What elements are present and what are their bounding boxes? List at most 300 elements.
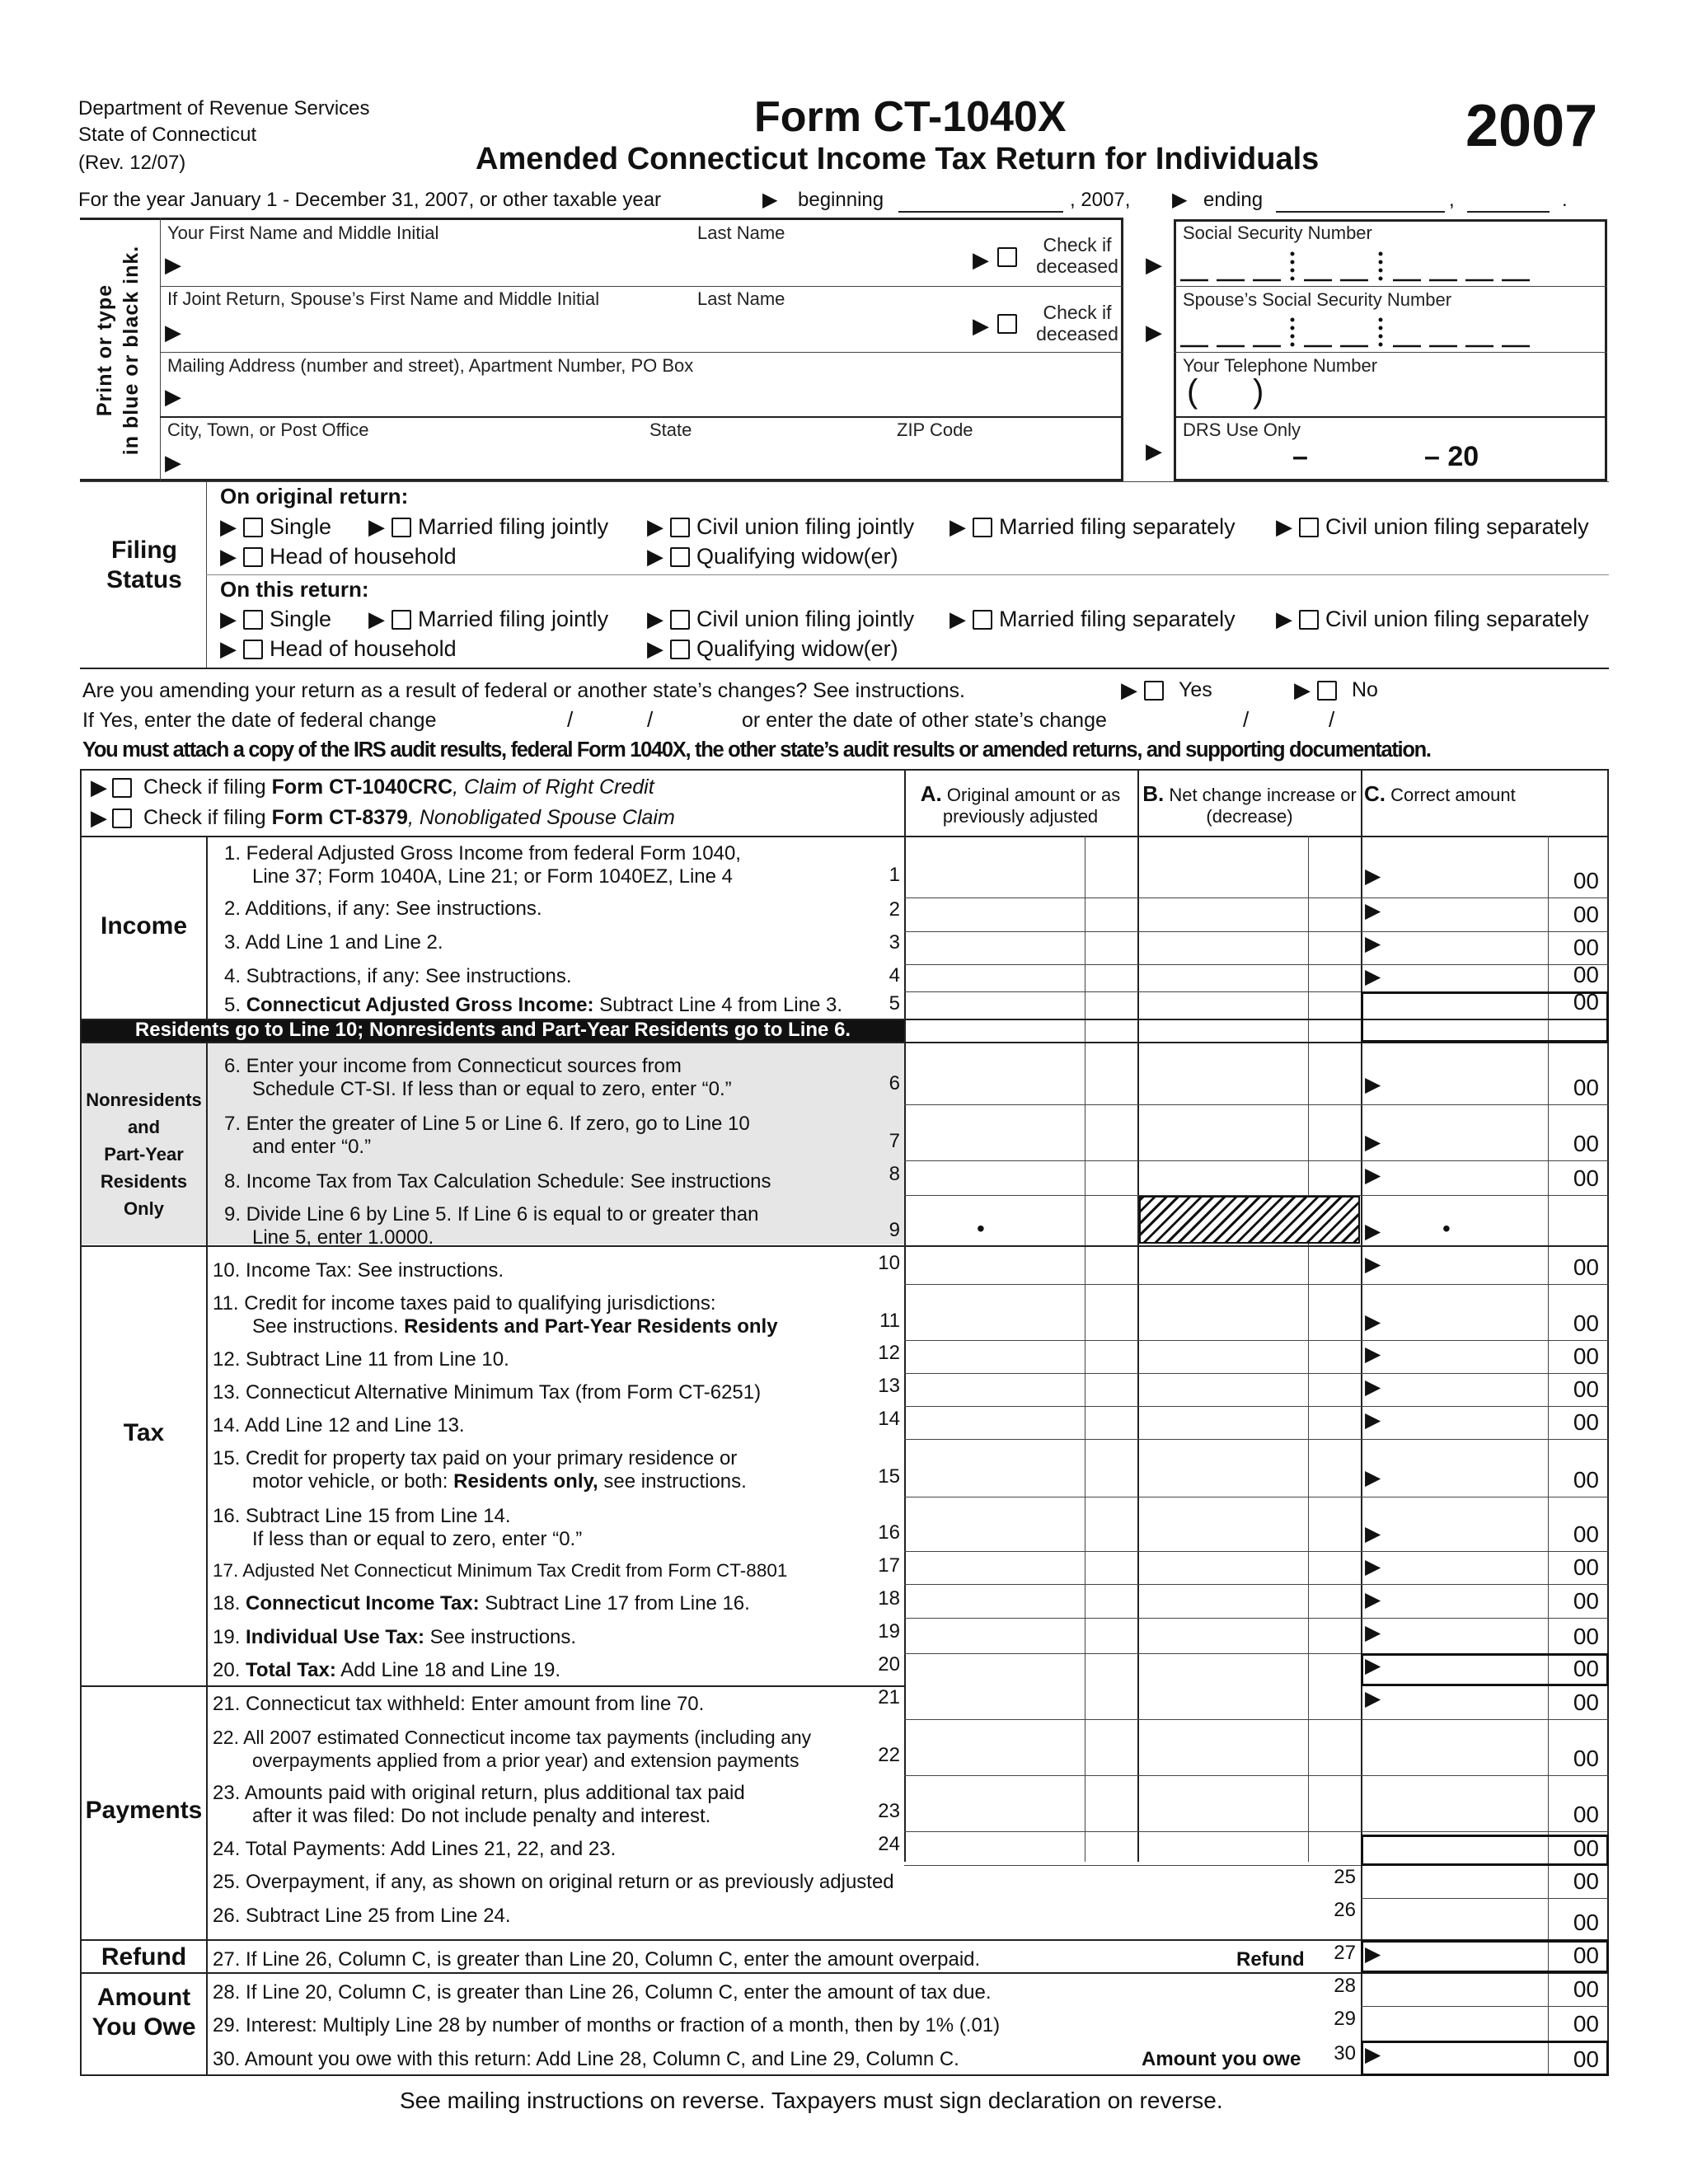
arrow-icon: ▶: [1365, 1073, 1381, 1096]
col-c-input-line-11[interactable]: [1393, 1286, 1545, 1338]
col-a-input-line-15[interactable]: [906, 1441, 1083, 1495]
spouse-deceased-checkbox[interactable]: [997, 314, 1017, 334]
line-number: 19: [878, 1620, 900, 1643]
row-separator: [904, 931, 1609, 932]
line-9-decimal-point-a: •: [977, 1216, 985, 1241]
comma: ,: [1449, 189, 1455, 211]
arrow-icon: ▶: [1365, 1588, 1381, 1611]
year-suffix: , 2007,: [1070, 189, 1131, 211]
arrow-icon: ▶: [1276, 607, 1292, 631]
checkbox[interactable]: [392, 610, 411, 630]
col-c-input-line-18[interactable]: [1393, 1586, 1545, 1616]
first-name-field[interactable]: [190, 247, 973, 280]
line-20-total-box: [1361, 1653, 1609, 1686]
col-c-input-line-26[interactable]: [1393, 1900, 1545, 1938]
arrow-icon: ▶: [647, 636, 663, 661]
line-number: 13: [878, 1375, 900, 1397]
arrow-icon: ▶: [1365, 1376, 1381, 1399]
col-c-input-line-22[interactable]: [1393, 1721, 1545, 1774]
hatched-cell: [1139, 1196, 1360, 1244]
col-a-input-line-21[interactable]: [906, 1687, 1083, 1718]
this-cufj-option[interactable]: ▶ Civil union filing jointly: [647, 607, 915, 631]
col-a-input-line-20[interactable]: [906, 1655, 1083, 1684]
line-number: 14: [878, 1408, 900, 1430]
beginning-label: beginning: [798, 189, 884, 211]
cents-line-13: 00: [1573, 1376, 1599, 1402]
this-qw-option[interactable]: ▶ Qualifying widow(er): [647, 636, 898, 661]
spouse-last-name-label: Last Name: [697, 288, 785, 309]
line-14-text: 14. Add Line 12 and Line 13.: [213, 1414, 465, 1436]
ssn-field[interactable]: [1179, 247, 1603, 284]
arrow-icon: ▶: [1365, 1131, 1381, 1154]
col-b-input-line-13[interactable]: [1139, 1375, 1316, 1404]
amount-you-owe-tag: Amount you owe: [1142, 2048, 1301, 2070]
line-9-text: 9. Divide Line 6 by Line 5. If Line 6 is equal to or greater than Line 5, enter 1.0000.: [224, 1203, 759, 1249]
col-a-input-line-4[interactable]: [906, 966, 1083, 990]
line-number: 3: [889, 931, 900, 954]
arrow-icon: ▶: [165, 252, 181, 277]
line-12-text: 12. Subtract Line 11 from Line 10.: [213, 1348, 509, 1371]
col-c-input-line-3[interactable]: [1393, 933, 1545, 963]
line-11-text: 11. Credit for income taxes paid to qualifying jurisdictions: See instructions. Residents and Part-Year Residents only: [213, 1292, 778, 1338]
col-a-input-line-8[interactable]: [906, 1162, 1083, 1193]
nonresident-section-label: Nonresidents and Part-Year Residents Only: [86, 1090, 202, 1219]
col-c-input-line-16[interactable]: [1393, 1498, 1545, 1549]
col-b-input-line-3[interactable]: [1139, 933, 1316, 963]
line-number: 5: [889, 992, 900, 1015]
arrow-icon: ▶: [1365, 1621, 1381, 1644]
line-3-text: 3. Add Line 1 and Line 2.: [224, 931, 443, 954]
checkbox[interactable]: [1299, 610, 1319, 630]
row-separator: [904, 1719, 1609, 1720]
col-b-input-line-4[interactable]: [1139, 966, 1316, 990]
arrow-icon: ▶: [1365, 932, 1381, 955]
amend-no-option[interactable]: ▶ No: [1294, 677, 1378, 702]
col-c-input-line-9[interactable]: [1393, 1197, 1545, 1244]
line-28-text: 28. If Line 20, Column C, is greater than Line 26, Column C, enter the amount of tax due.: [213, 1981, 992, 2004]
line-number: 18: [878, 1587, 900, 1610]
nonobligated-spouse-option[interactable]: ▶ Check if filing Form CT-8379, Nonobligated Spouse Claim: [91, 805, 675, 830]
col-b-input-line-22[interactable]: [1139, 1721, 1316, 1774]
arrow-icon: ▶: [1146, 438, 1162, 463]
taxable-year-line: For the year January 1 - December 31, 2007, or other taxable year: [78, 189, 662, 211]
column-a-header: A. Original amount or as previously adjusted: [920, 781, 1121, 827]
payments-section-label: Payments: [85, 1797, 203, 1824]
cents-line-5: 00: [1573, 989, 1599, 1015]
col-c-input-line-23[interactable]: [1393, 1777, 1545, 1830]
column-b-header: B. Net change increase or (decrease): [1142, 781, 1357, 827]
line-5-text: 5. Connecticut Adjusted Gross Income: Subtract Line 4 from Line 3.: [224, 994, 843, 1016]
cents-line-29: 00: [1573, 2011, 1599, 2036]
checkbox[interactable]: [670, 640, 690, 659]
line-10-text: 10. Income Tax: See instructions.: [213, 1259, 504, 1282]
cents-line-17: 00: [1573, 1554, 1599, 1580]
refund-section-label: Refund: [101, 1943, 187, 1971]
row-separator: [904, 1373, 1609, 1374]
line-20-text: 20. Total Tax: Add Line 18 and Line 19.: [213, 1659, 561, 1681]
amend-question: Are you amending your return as a result of federal or another state’s changes? See instructions.: [82, 679, 965, 702]
line-1-text: 1. Federal Adjusted Gross Income from federal Form 1040, Line 37; Form 1040A, Line 21; or Form 1040EZ, Line 4: [224, 842, 741, 888]
col-a-input-line-7[interactable]: [906, 1106, 1083, 1159]
cents-line-25: 00: [1573, 1868, 1599, 1894]
arrow-icon: ▶: [165, 320, 181, 344]
row-separator: [904, 1618, 1609, 1619]
state-label: State: [649, 419, 692, 440]
arrow-icon: ▶: [1121, 677, 1137, 702]
arrow-icon: ▶: [973, 247, 989, 272]
line-number: 2: [889, 898, 900, 921]
address-label: Mailing Address (number and street), Apartment Number, PO Box: [167, 355, 694, 376]
col-a-input-line-17[interactable]: [906, 1553, 1083, 1582]
line-27-text: 27. If Line 26, Column C, is greater than Line 20, Column C, enter the amount overpaid.: [213, 1948, 981, 1971]
federal-change-label: If Yes, enter the date of federal change: [82, 709, 437, 732]
dept-name: Department of Revenue Services: [78, 97, 370, 120]
checkbox[interactable]: [392, 518, 411, 537]
col-b-input-line-10[interactable]: [1139, 1247, 1316, 1282]
col-b-input-line-8[interactable]: [1139, 1162, 1316, 1193]
column-c-header: C. Correct amount: [1364, 781, 1516, 806]
col-a-input-line-16[interactable]: [906, 1498, 1083, 1549]
col-b-input-line-19[interactable]: [1139, 1619, 1316, 1652]
line-27-refund-box: [1361, 1940, 1609, 1973]
col-a-input-line-24[interactable]: [906, 1833, 1083, 1863]
amount-you-owe-section-label: Amount You Owe: [91, 1984, 196, 2041]
line-15-text: 15. Credit for property tax paid on your primary residence or motor vehicle, or both: Residents only, see instructions.: [213, 1447, 747, 1493]
federal-date-slash: /: [567, 707, 574, 732]
checkbox[interactable]: [670, 518, 690, 537]
cents-line-22: 00: [1573, 1746, 1599, 1771]
arrow-icon: ▶: [1365, 1253, 1381, 1276]
refund-tag: Refund: [1236, 1948, 1305, 1971]
col-b-input-line-11[interactable]: [1139, 1286, 1316, 1338]
row-separator: [904, 1775, 1609, 1776]
cents-line-4: 00: [1573, 962, 1599, 987]
col-a-input-line-18[interactable]: [906, 1586, 1083, 1616]
amend-yes-option[interactable]: ▶ Yes: [1121, 677, 1212, 702]
col-c-input-line-1[interactable]: [1393, 837, 1545, 896]
line-number: 6: [889, 1072, 900, 1094]
state-date-slash: /: [1329, 707, 1335, 732]
arrow-icon: ▶: [1365, 1687, 1381, 1710]
revision: (Rev. 12/07): [78, 152, 186, 174]
checkbox[interactable]: [112, 808, 132, 828]
col-c-input-line-7[interactable]: [1393, 1106, 1545, 1159]
line-number: 27: [1334, 1942, 1356, 1964]
arrow-icon: ▶: [647, 607, 663, 631]
checkbox[interactable]: [1299, 518, 1319, 537]
this-single-option[interactable]: ▶ Single: [220, 607, 332, 631]
state-date-slash: /: [1243, 707, 1250, 732]
row-separator: [904, 964, 1609, 965]
line-9-decimal-point-c: •: [1442, 1216, 1451, 1241]
state-name: State of Connecticut: [78, 124, 257, 146]
col-b-input-line-17[interactable]: [1139, 1553, 1316, 1582]
line-number: 17: [878, 1554, 900, 1577]
line-13-text: 13. Connecticut Alternative Minimum Tax (from Form CT-6251): [213, 1381, 762, 1404]
checkbox[interactable]: [670, 610, 690, 630]
this-mfj-option[interactable]: ▶ Married filing jointly: [368, 607, 609, 631]
this-cufs-option[interactable]: ▶ Civil union filing separately: [1276, 607, 1589, 631]
col-a-input-line-23[interactable]: [906, 1777, 1083, 1830]
col-b-input-line-12[interactable]: [1139, 1342, 1316, 1371]
row-separator: [904, 1406, 1609, 1407]
city-state-zip-field[interactable]: [190, 445, 1113, 478]
col-b-input-line-18[interactable]: [1139, 1586, 1316, 1616]
col-a-input-line-19[interactable]: [906, 1619, 1083, 1652]
residents-instruction-bar: Residents go to Line 10; Nonresidents and Part-Year Residents go to Line 6.: [82, 1019, 904, 1042]
orig-mfj-option[interactable]: ▶ Married filing jointly: [368, 514, 609, 539]
col-c-input-line-29[interactable]: [1393, 2008, 1545, 2039]
col-c-input-line-10[interactable]: [1393, 1247, 1545, 1282]
federal-date-slash: /: [647, 707, 654, 732]
orig-mfs-option[interactable]: ▶ Married filing separately: [950, 514, 1236, 539]
line-number: 15: [878, 1465, 900, 1488]
cents-line-19: 00: [1573, 1624, 1599, 1649]
row-separator: [904, 1104, 1609, 1105]
col-b-input-line-24[interactable]: [1139, 1833, 1316, 1863]
spouse-deceased-label: Check if deceased: [1036, 302, 1118, 344]
col-c-input-line-15[interactable]: [1393, 1441, 1545, 1495]
beginning-arrow-icon: ▶: [762, 189, 778, 211]
checkbox[interactable]: [243, 610, 263, 630]
line-number: 10: [878, 1252, 900, 1274]
arrow-icon: ▶: [1365, 1522, 1381, 1545]
line-6-text: 6. Enter your income from Connecticut sources from Schedule CT-SI. If less than or equal to zero, enter “0.”: [224, 1055, 732, 1100]
line-30-owe-box: [1361, 2041, 1609, 2076]
arrow-icon: ▶: [368, 514, 385, 539]
line-number: 12: [878, 1342, 900, 1364]
col-c-input-line-17[interactable]: [1393, 1553, 1545, 1582]
col-c-input-line-19[interactable]: [1393, 1619, 1545, 1652]
arrow-icon: ▶: [1365, 1466, 1381, 1489]
arrow-icon: ▶: [1365, 1310, 1381, 1333]
row-separator: [904, 1160, 1609, 1161]
cents-line-12: 00: [1573, 1343, 1599, 1369]
tax-section-label: Tax: [123, 1419, 165, 1446]
col-a-input-line-13[interactable]: [906, 1375, 1083, 1404]
line-24-text: 24. Total Payments: Add Lines 21, 22, and 23.: [213, 1838, 617, 1860]
orig-cufs-option[interactable]: ▶ Civil union filing separately: [1276, 514, 1589, 539]
arrow-icon: ▶: [1294, 677, 1311, 702]
arrow-icon: ▶: [1365, 865, 1381, 888]
line-21-text: 21. Connecticut tax withheld: Enter amount from line 70.: [213, 1693, 705, 1715]
this-hoh-option[interactable]: ▶ Head of household: [220, 636, 457, 661]
col-b-input-line-2[interactable]: [1139, 899, 1316, 930]
arrow-icon: ▶: [1365, 1164, 1381, 1187]
arrow-icon: ▶: [220, 636, 237, 661]
orig-single-option[interactable]: ▶ Single: [220, 514, 332, 539]
col-a-input-line-3[interactable]: [906, 933, 1083, 963]
line-number: 30: [1334, 2042, 1356, 2064]
line-number: 7: [889, 1130, 900, 1152]
federal-change-date-field[interactable]: [495, 705, 725, 733]
line-number: 28: [1334, 1975, 1356, 1997]
city-label: City, Town, or Post Office: [167, 419, 369, 440]
col-c-input-line-2[interactable]: [1393, 899, 1545, 930]
col-a-input-line-2[interactable]: [906, 899, 1083, 930]
row-separator: [1361, 1898, 1609, 1899]
checkbox[interactable]: [1317, 681, 1337, 701]
checkbox[interactable]: [973, 518, 992, 537]
spouse-ssn-label: Spouse’s Social Security Number: [1183, 289, 1452, 310]
arrow-icon: ▶: [165, 450, 181, 475]
other-state-change-label: or enter the date of other state’s change: [742, 709, 1107, 732]
col-a-input-line-10[interactable]: [906, 1247, 1083, 1282]
col-c-input-line-21[interactable]: [1393, 1687, 1545, 1718]
col-c-input-line-25[interactable]: [1393, 1867, 1545, 1896]
line-number: 26: [1334, 1899, 1356, 1921]
col-b-input-line-14[interactable]: [1139, 1408, 1316, 1437]
line-number: 20: [878, 1653, 900, 1675]
line-number: 8: [889, 1163, 900, 1185]
col-b-input-line-16[interactable]: [1139, 1498, 1316, 1549]
arrow-icon: ▶: [647, 544, 663, 569]
arrow-icon: ▶: [1146, 252, 1162, 277]
cents-line-10: 00: [1573, 1254, 1599, 1280]
cents-line-7: 00: [1573, 1131, 1599, 1156]
arrow-icon: ▶: [1365, 965, 1381, 988]
drs-dash: –: [1292, 441, 1308, 472]
arrow-icon: ▶: [1146, 320, 1162, 344]
line-16-text: 16. Subtract Line 15 from Line 14. If less than or equal to zero, enter “0.”: [213, 1505, 583, 1550]
row-separator: [904, 1439, 1609, 1440]
col-a-input-line-12[interactable]: [906, 1342, 1083, 1371]
checkbox[interactable]: [973, 610, 992, 630]
arrow-icon: ▶: [1365, 1943, 1381, 1966]
col-c-input-line-12[interactable]: [1393, 1342, 1545, 1371]
arrow-icon: ▶: [1365, 1555, 1381, 1578]
last-name-label: Last Name: [697, 223, 785, 243]
col-a-input-line-6[interactable]: [906, 1020, 1083, 1103]
original-return-heading: On original return:: [220, 484, 409, 509]
period: .: [1562, 189, 1568, 211]
col-b-input-line-6[interactable]: [1139, 1020, 1316, 1103]
arrow-icon: ▶: [91, 805, 107, 830]
line-number: 21: [878, 1686, 900, 1708]
line-number: 11: [879, 1310, 900, 1332]
line-17-text: 17. Adjusted Net Connecticut Minimum Tax Credit from Form CT-8801: [213, 1560, 788, 1581]
arrow-icon: ▶: [1276, 514, 1292, 539]
other-state-change-date-field[interactable]: [1170, 705, 1401, 733]
cents-line-8: 00: [1573, 1165, 1599, 1191]
cents-line-23: 00: [1573, 1802, 1599, 1827]
row-separator: [1361, 2006, 1609, 2007]
form-title: Form CT-1040X: [754, 93, 1067, 141]
arrow-icon: ▶: [91, 775, 107, 799]
footer-note: See mailing instructions on reverse. Taxpayers must sign declaration on reverse.: [400, 2088, 1223, 2113]
line-29-text: 29. Interest: Multiply Line 28 by number of months or fraction of a month, then by 1% (.01): [213, 2014, 1001, 2036]
zip-label: ZIP Code: [897, 419, 973, 440]
crc-option[interactable]: ▶ Check if filing Form CT-1040CRC, Claim of Right Credit: [91, 775, 654, 799]
col-b-input-line-7[interactable]: [1139, 1106, 1316, 1159]
cents-line-26: 00: [1573, 1910, 1599, 1935]
line-4-text: 4. Subtractions, if any: See instructions.: [224, 965, 572, 987]
ending-date-field[interactable]: [1276, 211, 1445, 213]
line-number: 22: [878, 1744, 900, 1766]
checkbox[interactable]: [243, 518, 263, 537]
cents-line-16: 00: [1573, 1521, 1599, 1547]
spouse-ssn-field[interactable]: [1179, 313, 1603, 349]
phone-label: Your Telephone Number: [1183, 355, 1378, 376]
col-b-input-line-15[interactable]: [1139, 1441, 1316, 1495]
orig-qw-option[interactable]: ▶ Qualifying widow(er): [647, 544, 898, 569]
arrow-icon: ▶: [647, 514, 663, 539]
line-number: 4: [889, 964, 900, 987]
checkbox[interactable]: [243, 547, 263, 567]
line-number: 9: [889, 1219, 900, 1241]
line-8-text: 8. Income Tax from Tax Calculation Schedule: See instructions: [224, 1170, 771, 1193]
line-number: 24: [878, 1833, 900, 1855]
tax-year: 2007: [1465, 93, 1598, 159]
line-number: 29: [1334, 2008, 1356, 2030]
cents-line-24: 00: [1573, 1835, 1599, 1861]
col-c-input-line-13[interactable]: [1393, 1375, 1545, 1404]
cents-line-20: 00: [1573, 1656, 1599, 1681]
col-a-input-line-22[interactable]: [906, 1721, 1083, 1774]
drs-20: – 20: [1424, 441, 1479, 472]
cents-line-14: 00: [1573, 1409, 1599, 1435]
line-number: 16: [878, 1521, 900, 1544]
line-7-text: 7. Enter the greater of Line 5 or Line 6. If zero, go to Line 10 and enter “0.”: [224, 1113, 750, 1158]
orig-hoh-option[interactable]: ▶ Head of household: [220, 544, 457, 569]
line-2-text: 2. Additions, if any: See instructions.: [224, 898, 542, 920]
address-field[interactable]: [190, 379, 1113, 412]
col-a-input-line-14[interactable]: [906, 1408, 1083, 1437]
col-c-input-line-8[interactable]: [1393, 1162, 1545, 1193]
cents-line-11: 00: [1573, 1310, 1599, 1336]
arrow-icon: ▶: [1365, 899, 1381, 922]
col-b-input-line-1[interactable]: [1139, 837, 1316, 896]
col-c-input-line-4[interactable]: [1393, 966, 1545, 990]
cents-line-28: 00: [1573, 1976, 1599, 2002]
arrow-icon: ▶: [950, 514, 966, 539]
spouse-name-field[interactable]: [190, 315, 973, 348]
filing-status-label: Filing Status: [106, 537, 182, 593]
ending-label: ending: [1203, 189, 1264, 211]
beginning-date-field[interactable]: [898, 211, 1063, 213]
col-b-input-line-21[interactable]: [1139, 1687, 1316, 1718]
checkbox[interactable]: [243, 640, 263, 659]
phone-field[interactable]: ( ): [1187, 373, 1264, 410]
arrow-icon: ▶: [1365, 1654, 1381, 1677]
col-b-input-line-23[interactable]: [1139, 1777, 1316, 1830]
cents-line-3: 00: [1573, 935, 1599, 960]
checkbox[interactable]: [670, 547, 690, 567]
col-c-input-line-28[interactable]: [1393, 1974, 1545, 2004]
this-mfs-option[interactable]: ▶ Married filing separately: [950, 607, 1236, 631]
ending-year-field[interactable]: [1467, 211, 1550, 213]
line-number: 23: [878, 1800, 900, 1822]
deceased-checkbox[interactable]: [997, 247, 1017, 267]
cents-line-6: 00: [1573, 1075, 1599, 1100]
col-a-input-line-1[interactable]: [906, 837, 1083, 896]
col-c-input-line-14[interactable]: [1393, 1408, 1545, 1437]
cents-line-2: 00: [1573, 902, 1599, 927]
arrow-icon: ▶: [165, 384, 181, 409]
arrow-icon: ▶: [368, 607, 385, 631]
checkbox[interactable]: [1144, 681, 1164, 701]
col-a-input-line-11[interactable]: [906, 1286, 1083, 1338]
checkbox[interactable]: [112, 778, 132, 798]
orig-cufj-option[interactable]: ▶ Civil union filing jointly: [647, 514, 915, 539]
cents-line-1: 00: [1573, 868, 1599, 893]
arrow-icon: ▶: [973, 313, 989, 338]
col-b-input-line-20[interactable]: [1139, 1655, 1316, 1684]
line-5-total-box: [1361, 991, 1609, 1043]
arrow-icon: ▶: [1365, 1408, 1381, 1432]
line-30-text: 30. Amount you owe with this return: Add Line 28, Column C, and Line 29, Column C.: [213, 2048, 959, 2070]
row-separator: [904, 1284, 1609, 1285]
